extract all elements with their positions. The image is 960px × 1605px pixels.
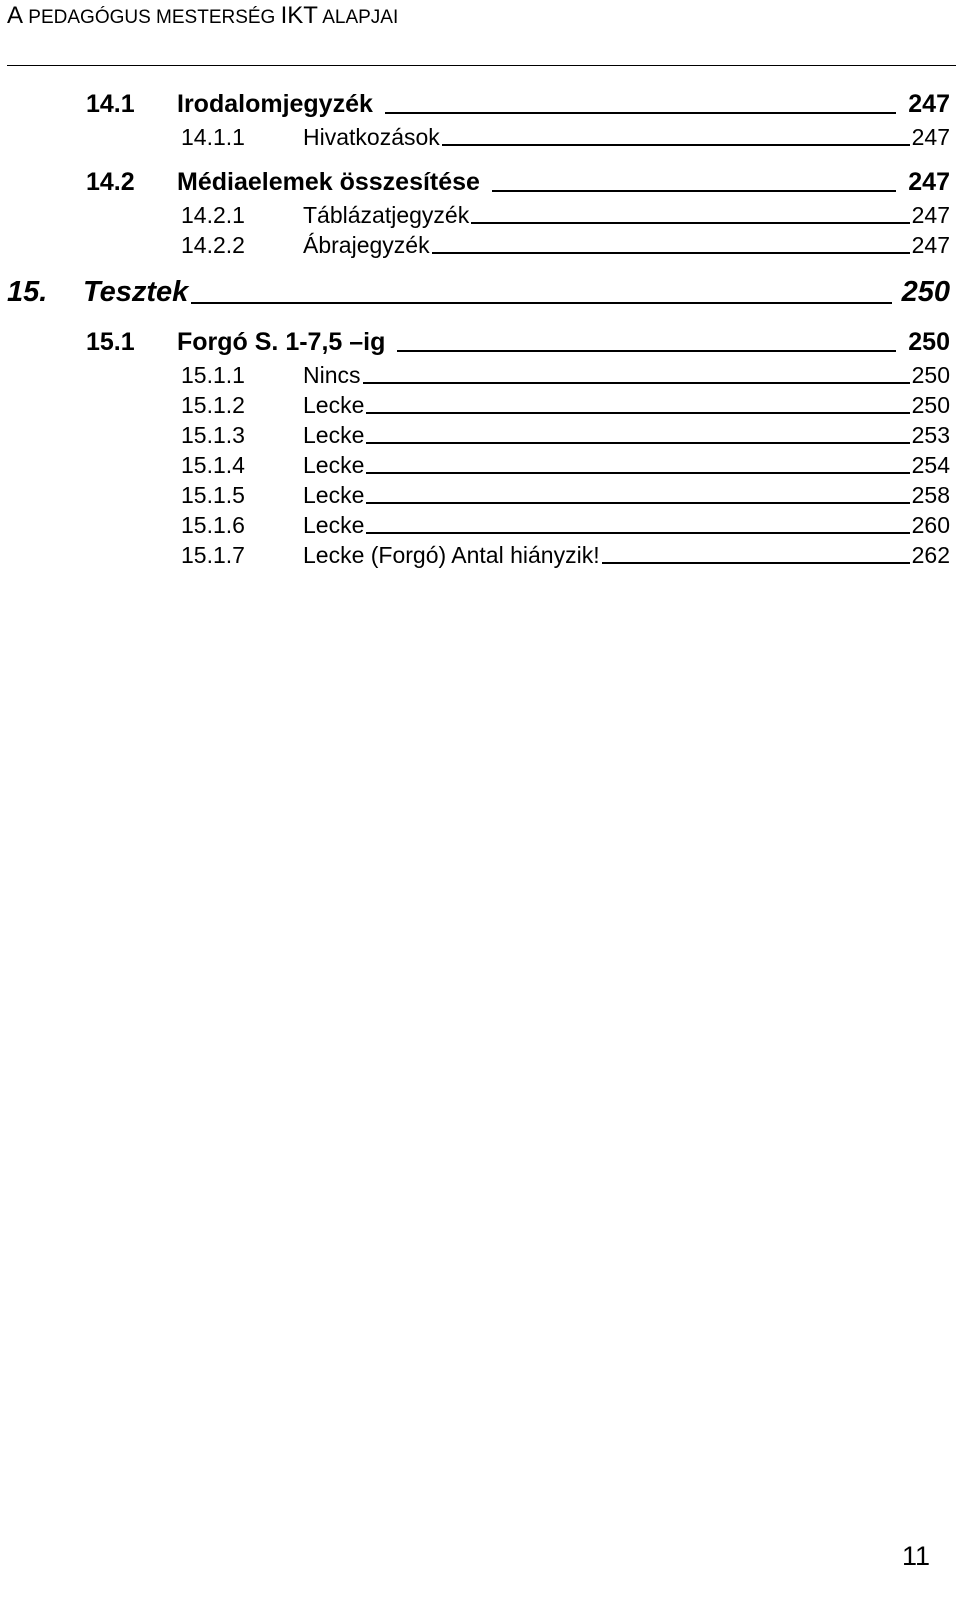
toc-entry[interactable] bbox=[181, 452, 950, 479]
toc-leader-line bbox=[471, 222, 909, 224]
toc-entry-number: 14.2.1 bbox=[181, 202, 245, 228]
toc-entry-number: 14.2.2 bbox=[181, 232, 245, 258]
header-divider bbox=[7, 65, 956, 66]
toc-entry-number: 15.1.4 bbox=[181, 452, 245, 478]
toc-entry-number: 15.1 bbox=[86, 328, 135, 356]
toc-entry-title: Lecke bbox=[303, 392, 365, 418]
toc-entry[interactable] bbox=[86, 328, 950, 357]
toc-leader-line bbox=[442, 144, 910, 146]
toc-entry-page: 258 bbox=[911, 482, 950, 508]
toc-entry-title: Nincs bbox=[303, 362, 361, 388]
toc-entry[interactable] bbox=[181, 124, 950, 151]
toc-entry-number: 15.1.6 bbox=[181, 512, 245, 538]
toc-entry-number: 15.1.2 bbox=[181, 392, 245, 418]
toc-entry-page: 254 bbox=[911, 452, 950, 478]
toc-entry[interactable] bbox=[86, 168, 950, 197]
page-number: 11 bbox=[901, 1541, 930, 1571]
toc-entry-number: 15.1.3 bbox=[181, 422, 245, 448]
toc-leader-line bbox=[385, 112, 896, 114]
toc-entry-page: 250 bbox=[911, 392, 950, 418]
toc-entry[interactable] bbox=[181, 362, 950, 389]
toc-entry-number: 14.2 bbox=[86, 168, 135, 196]
toc-entry[interactable] bbox=[86, 90, 950, 119]
toc-leader-line bbox=[366, 532, 909, 534]
toc-entry-title: Ábrajegyzék bbox=[303, 232, 430, 258]
running-header-mid: PEDAGÓGUS MESTERSÉG bbox=[23, 7, 281, 28]
toc-entry-number: 15.1.1 bbox=[181, 362, 245, 388]
toc-entry-number: 14.1.1 bbox=[181, 124, 245, 150]
toc-entry-page: 262 bbox=[911, 542, 950, 568]
toc-entry-title: Lecke bbox=[303, 452, 365, 478]
toc-leader-line bbox=[432, 252, 910, 254]
toc-entry-title: Médiaelemek összesítése bbox=[177, 168, 480, 196]
toc-entry-page: 247 bbox=[908, 90, 950, 118]
toc-leader-line bbox=[363, 382, 910, 384]
toc-leader-line bbox=[366, 472, 909, 474]
running-header bbox=[7, 2, 398, 32]
toc-entry-page: 250 bbox=[911, 362, 950, 388]
toc-leader-line bbox=[366, 442, 909, 444]
toc-entry-page: 250 bbox=[901, 276, 950, 308]
running-header-initial: A bbox=[7, 2, 24, 29]
toc-entry-title: Lecke bbox=[303, 482, 365, 508]
toc-entry-title: Táblázatjegyzék bbox=[303, 202, 470, 228]
toc-entry-page: 250 bbox=[908, 328, 950, 356]
toc-leader-line bbox=[366, 502, 909, 504]
toc-entry-page: 247 bbox=[911, 232, 950, 258]
toc-entry-number: 15. bbox=[7, 276, 48, 308]
toc-entry[interactable] bbox=[181, 232, 950, 259]
toc-leader-line bbox=[366, 412, 909, 414]
toc-entry[interactable] bbox=[181, 482, 950, 509]
toc-entry[interactable] bbox=[181, 422, 950, 449]
toc-leader-line bbox=[191, 302, 891, 304]
running-header-ikt: IKT bbox=[280, 2, 318, 29]
running-header-end: ALAPJAI bbox=[317, 7, 399, 28]
toc-entry-page: 260 bbox=[911, 512, 950, 538]
toc-entry-page: 247 bbox=[908, 168, 950, 196]
toc-chapter-entry[interactable] bbox=[7, 276, 950, 309]
toc-entry-title: Hivatkozások bbox=[303, 124, 440, 150]
toc-entry-title: Tesztek bbox=[83, 276, 189, 308]
toc-entry[interactable] bbox=[181, 392, 950, 419]
toc-leader-line bbox=[492, 190, 896, 192]
toc-entry-page: 247 bbox=[911, 124, 950, 150]
toc-entry-number: 15.1.7 bbox=[181, 542, 245, 568]
toc-entry-number: 15.1.5 bbox=[181, 482, 245, 508]
toc-entry[interactable] bbox=[181, 542, 950, 569]
toc-entry-page: 253 bbox=[911, 422, 950, 448]
toc-entry-title: Lecke bbox=[303, 512, 365, 538]
toc-entry[interactable] bbox=[181, 202, 950, 229]
toc-entry-title: Irodalomjegyzék bbox=[177, 90, 373, 118]
toc-entry-title: Forgó S. 1-7,5 –ig bbox=[177, 328, 386, 356]
toc-entry[interactable] bbox=[181, 512, 950, 539]
toc-entry-title: Lecke bbox=[303, 422, 365, 448]
toc-leader-line bbox=[397, 350, 896, 352]
toc-entry-page: 247 bbox=[911, 202, 950, 228]
toc-leader-line bbox=[602, 562, 910, 564]
toc-entry-title: Lecke (Forgó) Antal hiányzik! bbox=[303, 542, 600, 568]
toc-entry-number: 14.1 bbox=[86, 90, 135, 118]
